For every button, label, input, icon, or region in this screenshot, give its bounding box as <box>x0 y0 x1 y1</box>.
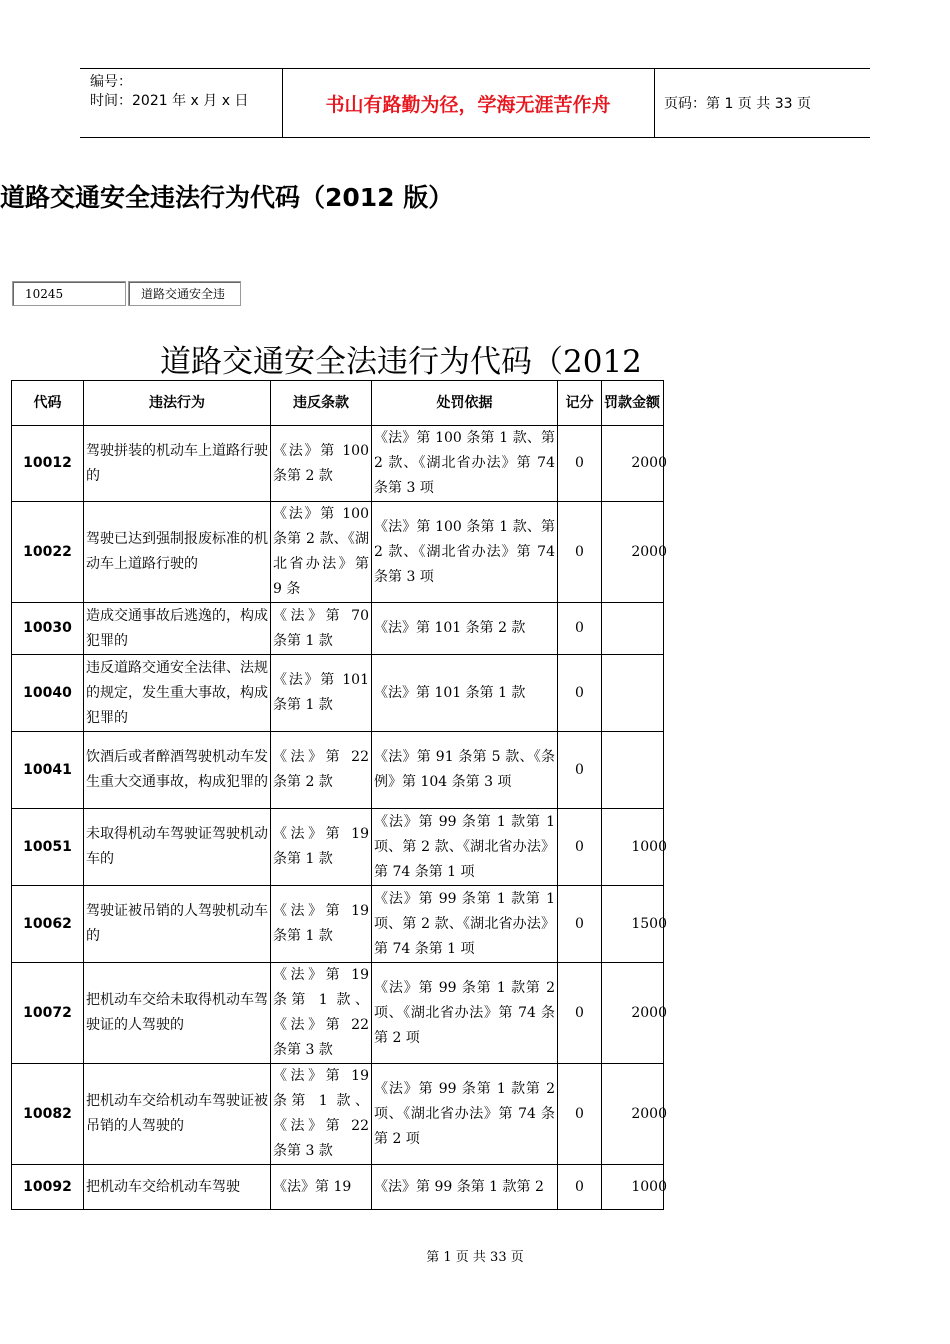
penalty-basis: 《法》第 99 条第 1 款第 2 项、《湖北省办法》第 74 条第 2 项 <box>372 963 558 1064</box>
violation-act: 把机动车交给未取得机动车驾驶证的人驾驶的 <box>84 963 271 1064</box>
table-row <box>12 1064 664 1165</box>
violation-code: 10030 <box>12 603 84 655</box>
column-header-fine: 罚款金额 <box>602 381 664 426</box>
table-row <box>12 426 664 502</box>
fine-amount: 2000 <box>631 1004 667 1021</box>
spreadsheet-cell: 10245 <box>12 281 126 306</box>
violation-code: 10012 <box>12 426 84 502</box>
penalty-basis: 《法》第 99 条第 1 款第 2 项、《湖北省办法》第 74 条第 2 项 <box>372 1064 558 1165</box>
violation-code-table <box>11 380 667 1210</box>
penalty-points: 0 <box>558 1064 602 1165</box>
violated-clause: 《法》第 19 <box>271 1165 372 1210</box>
header-page-label: 页码：第 1 页 共 33 页 <box>664 96 811 112</box>
violation-act: 饮酒后或者醉酒驾驶机动车发生重大交通事故，构成犯罪的 <box>84 732 271 809</box>
table-row <box>12 809 664 886</box>
penalty-basis: 《法》第 101 条第 1 款 <box>372 655 558 732</box>
penalty-basis: 《法》第 99 条第 1 款第 1 项、第 2 款、《湖北省办法》第 74 条第 1 项 <box>372 886 558 963</box>
penalty-basis: 《法》第 100 条第 1 款、第 2 款、《湖北省办法》第 74 条第 3 项 <box>372 426 558 502</box>
violation-code: 10092 <box>12 1165 84 1210</box>
fine-amount-cell <box>602 809 667 886</box>
violation-code: 10040 <box>12 655 84 732</box>
document-date-label: 时间：2021 年 x 月 x 日 <box>90 93 249 109</box>
penalty-points: 0 <box>558 1165 602 1210</box>
violation-act: 造成交通事故后逃逸的，构成犯罪的 <box>84 603 271 655</box>
violation-code: 10022 <box>12 502 84 603</box>
violated-clause: 《法》第 100 条第 2 款 <box>271 426 372 502</box>
penalty-points: 0 <box>558 809 602 886</box>
violation-act: 把机动车交给机动车驾驶证被吊销的人驾驶的 <box>84 1064 271 1165</box>
violated-clause: 《法》第 101 条第 1 款 <box>271 655 372 732</box>
violated-clause: 《法》第 19 条第 1 款 <box>271 886 372 963</box>
table-row <box>12 603 664 655</box>
fine-amount: 1000 <box>631 1178 667 1195</box>
violated-clause: 《法》第 22 条第 2 款 <box>271 732 372 809</box>
violated-clause: 《法》第 19 条第 1 款、《法》第 22 条第 3 款 <box>271 963 372 1064</box>
fine-amount: 1500 <box>631 915 667 932</box>
column-header-act: 违法行为 <box>84 381 271 426</box>
fine-amount: 2000 <box>631 543 667 560</box>
fine-amount-cell <box>602 732 664 809</box>
document-title: 道路交通安全违法行为代码（2012 版） <box>0 183 454 212</box>
violation-act: 把机动车交给机动车驾驶 <box>84 1165 271 1210</box>
violated-clause: 《法》第 70 条第 1 款 <box>271 603 372 655</box>
violation-code: 10051 <box>12 809 84 886</box>
penalty-points: 0 <box>558 886 602 963</box>
column-header-points: 记分 <box>558 381 602 426</box>
fine-amount-cell <box>602 502 667 603</box>
fine-amount: 2000 <box>631 455 667 471</box>
penalty-basis: 《法》第 99 条第 1 款第 2 <box>372 1165 558 1210</box>
penalty-basis: 《法》第 100 条第 1 款、第 2 款、《湖北省办法》第 74 条第 3 项 <box>372 502 558 603</box>
fine-amount-cell <box>602 1064 667 1165</box>
table-header-row <box>12 381 664 426</box>
fine-amount-cell <box>602 886 667 963</box>
penalty-basis: 《法》第 91 条第 5 款、《条例》第 104 条第 3 项 <box>372 732 558 809</box>
column-header-code: 代码 <box>12 381 84 426</box>
fine-amount: 2000 <box>631 1105 667 1122</box>
column-header-basis: 处罚依据 <box>372 381 558 426</box>
table-row <box>12 655 664 732</box>
violated-clause: 《法》第 19 条第 1 款 <box>271 809 372 886</box>
fine-amount-cell <box>602 963 667 1064</box>
fine-amount-cell <box>602 655 664 732</box>
penalty-points: 0 <box>558 502 602 603</box>
violation-act: 驾驶证被吊销的人驾驶机动车的 <box>84 886 271 963</box>
violation-code: 10072 <box>12 963 84 1064</box>
page-footer: 第 1 页 共 33 页 <box>426 1250 524 1265</box>
header-meta <box>90 73 248 111</box>
table-title: 道路交通安全法违行为代码（2012 <box>160 344 642 380</box>
fine-amount: 1000 <box>631 838 667 855</box>
table-row <box>12 502 664 603</box>
document-number-label: 编号： <box>90 74 132 90</box>
table-row <box>12 963 664 1064</box>
violation-act: 驾驶拼装的机动车上道路行驶的 <box>84 426 271 502</box>
violation-act: 未取得机动车驾驶证驾驶机动车的 <box>84 809 271 886</box>
penalty-points: 0 <box>558 963 602 1064</box>
table-row <box>12 1165 664 1210</box>
column-header-clause: 违反条款 <box>271 381 372 426</box>
header-divider <box>654 69 655 137</box>
penalty-points: 0 <box>558 603 602 655</box>
fine-amount-cell <box>602 426 667 502</box>
header-motto: 书山有路勤为径，学海无涯苦作舟 <box>325 93 611 116</box>
table-row <box>12 886 664 963</box>
penalty-points: 0 <box>558 655 602 732</box>
violation-code: 10062 <box>12 886 84 963</box>
spreadsheet-cell: 道路交通安全违 <box>128 281 241 306</box>
penalty-basis: 《法》第 99 条第 1 款第 1 项、第 2 款、《湖北省办法》第 74 条第 1 项 <box>372 809 558 886</box>
page-header <box>80 68 870 138</box>
fine-amount-cell <box>602 603 664 655</box>
table-row <box>12 732 664 809</box>
violation-code: 10041 <box>12 732 84 809</box>
violation-act: 驾驶已达到强制报废标准的机动车上道路行驶的 <box>84 502 271 603</box>
violated-clause: 《法》第 19 条第 1 款、《法》第 22 条第 3 款 <box>271 1064 372 1165</box>
penalty-points: 0 <box>558 426 602 502</box>
penalty-points: 0 <box>558 732 602 809</box>
penalty-basis: 《法》第 101 条第 2 款 <box>372 603 558 655</box>
violation-act: 违反道路交通安全法律、法规的规定，发生重大事故，构成犯罪的 <box>84 655 271 732</box>
fine-amount-cell <box>602 1165 667 1210</box>
violation-code: 10082 <box>12 1064 84 1165</box>
violated-clause: 《法》第 100 条第 2 款、《湖北省办法》第 9 条 <box>271 502 372 603</box>
